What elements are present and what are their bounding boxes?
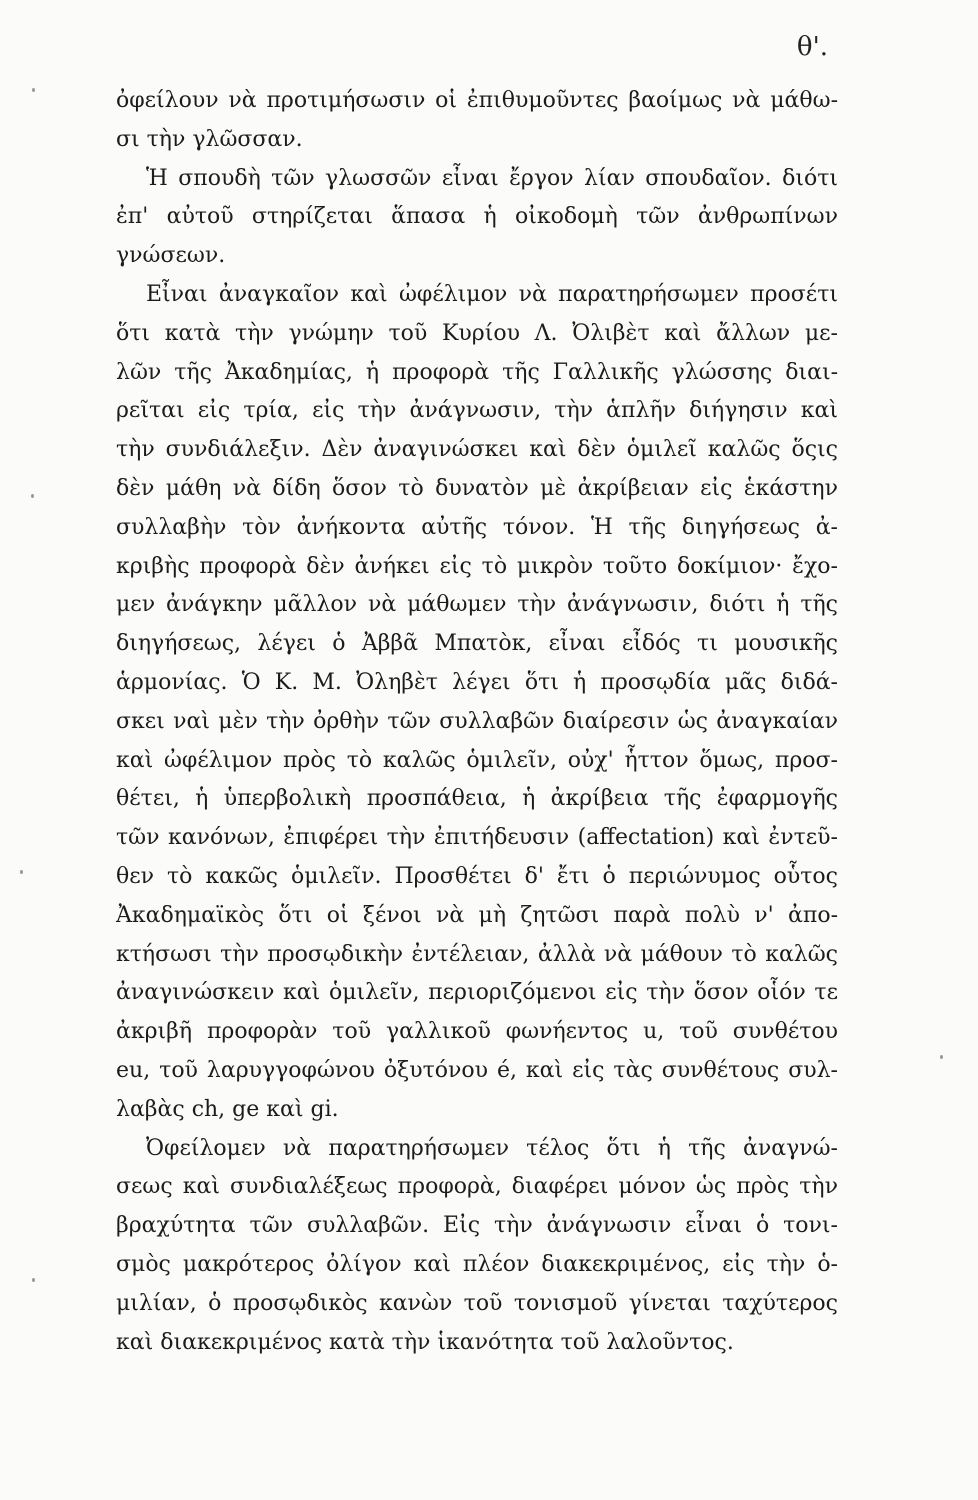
scan-speck — [20, 870, 23, 874]
text-line: διηγήσεως, λέγει ὁ Ἀββᾶ Μπατὸκ, εἶναι εἶδός τι μουσικῆς — [116, 631, 838, 657]
text-line: ἀναγινώσκειν καὶ ὁμιλεῖν, περιοριζόμενοι εἰς τὴν ὅσον οἷόν τε — [116, 980, 838, 1006]
text-line: θεν τὸ κακῶς ὁμιλεῖν. Προσθέτει δ' ἔτι ὁ περιώνυμος οὗτος — [116, 863, 838, 889]
text-line: συλλαβὴν τὸν ἀνήκοντα αὐτῆς τόνον. Ἡ τῆς διηγήσεως ἀ- — [116, 514, 838, 540]
text-line: κτήσωσι τὴν προσῳδικὴν ἐντέλειαν, ἀλλὰ νὰ μάθουν τὸ καλῶς — [116, 941, 838, 967]
text-line: eu, τοῦ λαρυγγοφώνου ὀξυτόνου é, καὶ εἰς τὰς συνθέτους συλ- — [116, 1057, 838, 1083]
scan-speck — [940, 1055, 943, 1059]
text-line: δὲν μάθη νὰ δίδη ὅσον τὸ δυνατὸν μὲ ἀκρίβειαν εἰς ἑκάστην — [116, 475, 838, 501]
scan-speck — [32, 1278, 35, 1282]
text-line: καὶ ὠφέλιμον πρὸς τὸ καλῶς ὁμιλεῖν, οὐχ' ἧττον ὅμως, προσ- — [116, 747, 838, 773]
text-line: λῶν τῆς Ἀκαδημίας, ἡ προφορὰ τῆς Γαλλικῆς γλώσσης διαι- — [116, 359, 838, 385]
text-line: ἀκριβῆ προφορὰν τοῦ γαλλικοῦ φωνήεντος u, τοῦ συνθέτου — [116, 1019, 838, 1045]
text-line: τῶν κανόνων, ἐπιφέρει τὴν ἐπιτήδευσιν (affectation) καὶ ἐντεῦ- — [116, 825, 838, 851]
text-line: Ὀφείλομεν νὰ παρατηρήσωμεν τέλος ὅτι ἡ τῆς ἀναγνώ- — [146, 1135, 838, 1161]
text-line: ἐπ' αὐτοῦ στηρίζεται ἅπασα ἡ οἰκοδομὴ τῶν ἀνθρωπίνων — [116, 204, 838, 230]
scan-speck — [31, 494, 34, 498]
text-line: σεως καὶ συνδιαλέξεως προφορὰ, διαφέρει μόνον ὡς πρὸς τὴν — [116, 1174, 838, 1200]
text-line: ὀφείλουν νὰ προτιμήσωσιν οἱ ἐπιθυμοῦντες βαοίμως νὰ μάθω- — [116, 88, 838, 113]
text-line: ὅτι κατὰ τὴν γνώμην τοῦ Κυρίου Λ. Ὀλιβὲτ καὶ ἄλλων με- — [116, 320, 838, 346]
text-line: ρεῖται εἰς τρία, εἰς τὴν ἀνάγνωσιν, τὴν ἁπλῆν διήγησιν καὶ — [116, 398, 838, 424]
page-number: θ'. — [796, 32, 828, 62]
text-line: Ἡ σπουδὴ τῶν γλωσσῶν εἶναι ἔργον λίαν σπουδαῖον. διότι — [146, 165, 838, 191]
text-line: κριβὴς προφορὰ δὲν ἀνήκει εἰς τὸ μικρὸν τοῦτο δοκίμιον· ἔχο- — [116, 553, 838, 579]
text-line: καὶ διακεκριμένος κατὰ τὴν ἱκανότητα τοῦ λαλοῦντος. — [116, 1329, 734, 1355]
text-line: τὴν συνδιάλεξιν. Δὲν ἀναγινώσκει καὶ δὲν ὁμιλεῖ καλῶς ὅςις — [116, 437, 838, 463]
body-text — [116, 82, 838, 1362]
text-line: Ἀκαδημαϊκὸς ὅτι οἱ ξένοι νὰ μὴ ζητῶσι παρὰ πολὺ ν' ἀπο- — [116, 902, 838, 928]
text-line: μεν ἀνάγκην μᾶλλον νὰ μάθωμεν τὴν ἀνάγνωσιν, διότι ἡ τῆς — [116, 592, 838, 618]
scan-speck — [32, 88, 35, 92]
text-line: Εἶναι ἀναγκαῖον καὶ ὠφέλιμον νὰ παρατηρήσωμεν προσέτι — [146, 281, 838, 307]
text-line: σκει ναὶ μὲν τὴν ὀρθὴν τῶν συλλαβῶν διαίρεσιν ὡς ἀναγκαίαν — [116, 708, 838, 734]
text-line: μιλίαν, ὁ προσῳδικὸς κανὼν τοῦ τονισμοῦ γίνεται ταχύτερος — [116, 1290, 838, 1316]
text-line: σμὸς μακρότερος ὀλίγον καὶ πλέον διακεκριμένος, εἰς τὴν ὁ- — [116, 1251, 838, 1277]
text-line: γνώσεων. — [116, 243, 226, 269]
text-line: θέτει, ἡ ὑπερβολικὴ προσπάθεια, ἡ ἀκρίβεια τῆς ἐφαρμογῆς — [116, 786, 838, 812]
text-line: ἁρμονίας. Ὁ Κ. Μ. Ὀληβὲτ λέγει ὅτι ἡ προσῳδία μᾶς διδά- — [116, 669, 838, 695]
text-line: σι τὴν γλῶσσαν. — [116, 126, 303, 152]
text-line: λαβὰς ch, ge καὶ gi. — [116, 1096, 339, 1122]
text-line: βραχύτητα τῶν συλλαβῶν. Εἰς τὴν ἀνάγνωσιν εἶναι ὁ τονι- — [116, 1213, 838, 1239]
